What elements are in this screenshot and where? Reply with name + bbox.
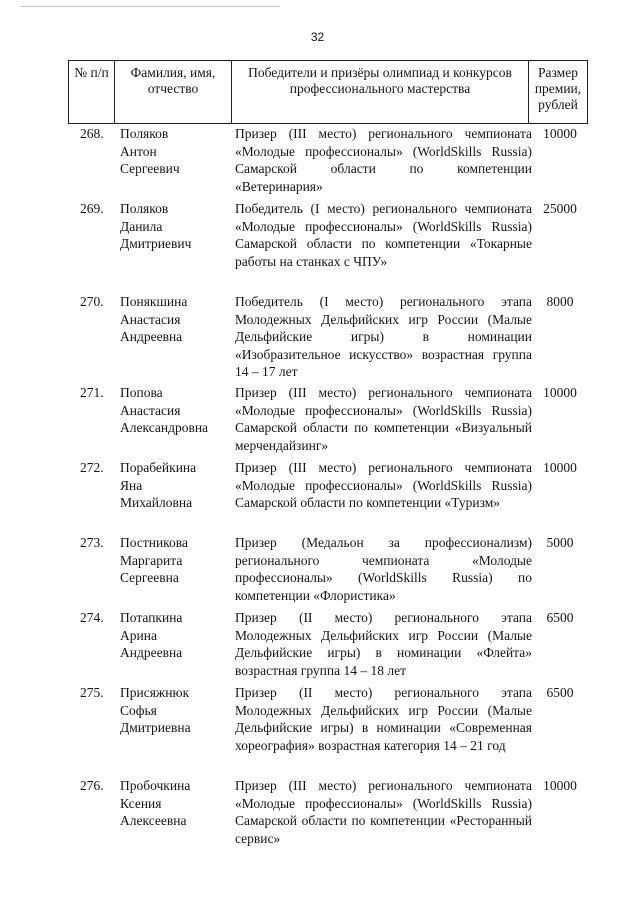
- row-first-name: Анастасия: [120, 402, 181, 418]
- row-description: Призер (III место) регионального чемпионата «Молодые профессионалы» (WorldSkills Russia) Самарской области по компетенции «Туризм»: [235, 460, 532, 510]
- row-description: Призер (III место) регионального чемпионата «Молодые профессионалы» (WorldSkills Russia) Самарской области по компетенции «Визуальный мерчендайзинг»: [235, 385, 532, 453]
- row-num: 276.: [80, 778, 104, 793]
- row-amount: 10000: [543, 126, 577, 141]
- row-first-name: Антон: [120, 143, 157, 159]
- row-num: 270.: [80, 294, 104, 309]
- header-num: № п/п: [69, 61, 115, 123]
- table-row: [68, 684, 588, 754]
- row-fullname: [114, 293, 235, 381]
- row-first-name: Ксения: [120, 795, 162, 811]
- row-num: 271.: [80, 385, 104, 400]
- row-surname: Потапкина: [120, 610, 183, 625]
- row-fullname: [114, 384, 235, 454]
- table-row: [68, 609, 588, 679]
- header-description: Победители и призёры олимпиад и конкурсов профессионального мастерства: [232, 61, 529, 123]
- header-name: Фамилия, имя, отчество: [115, 61, 232, 123]
- row-surname: Присяжнюк: [120, 685, 190, 700]
- row-surname: Пробочкина: [120, 778, 191, 793]
- row-patronymic: Дмитриевич: [120, 236, 192, 251]
- row-description: Призер (II место) регионального этапа Молодежных Дельфийских игр России (Малые Дельфийские игры) в номинации «Флейта» возрастная группа 14 – 18 лет: [235, 610, 532, 678]
- row-amount: 5000: [546, 535, 574, 550]
- row-surname: Постникова: [120, 535, 188, 550]
- row-patronymic: Андреевна: [120, 645, 183, 660]
- row-description: Призер (III место) регионального чемпионата «Молодые профессионалы» (WorldSkills Russia) Самарской области по компетенции «Ресторанный сервис»: [235, 778, 532, 846]
- row-patronymic: Алексеевна: [120, 813, 187, 828]
- row-patronymic: Андреевна: [120, 329, 183, 344]
- row-description: Победитель (I место) регионального этапа Молодежных Дельфийских игр России (Малые Дельфийские игры) в номинации «Изобразительное искусство» возрастная группа 14 – 17 лет: [235, 294, 532, 379]
- top-rule: [20, 6, 280, 7]
- row-description: Призер (II место) регионального этапа Молодежных Дельфийских игр России (Малые Дельфийские игры) в номинации «Современная хореография» возрастная категория 14 – 21 год: [235, 685, 532, 753]
- header-amount: Размер премии, рублей: [534, 65, 582, 112]
- row-fullname: [114, 777, 235, 847]
- page-number: 32: [310, 30, 325, 44]
- row-description: Призер (III место) регионального чемпионата «Молодые профессионалы» (WorldSkills Russia) Самарской области по компетенции «Ветеринария»: [235, 126, 532, 194]
- row-num: 274.: [80, 610, 104, 625]
- row-num: 269.: [80, 201, 104, 216]
- row-fullname: [114, 684, 235, 754]
- row-surname: Поляков: [120, 126, 169, 141]
- row-patronymic: Александровна: [120, 420, 209, 435]
- table-row: [68, 200, 588, 270]
- row-fullname: [114, 534, 235, 604]
- table-header: [68, 60, 588, 124]
- table-row: [68, 125, 588, 195]
- row-first-name: Анастасия: [120, 311, 181, 327]
- row-first-name: Маргарита: [120, 552, 183, 568]
- row-description: Победитель (I место) регионального чемпионата «Молодые профессионалы» (WorldSkills Russia) Самарской области по компетенции «Токарные работы на станках с ЧПУ»: [235, 201, 532, 269]
- row-fullname: [114, 609, 235, 679]
- row-surname: Поляков: [120, 201, 169, 216]
- table-row: [68, 384, 588, 454]
- row-fullname: [114, 125, 235, 195]
- row-surname: Попова: [120, 385, 163, 400]
- row-num: 268.: [80, 126, 104, 141]
- row-first-name: Данила: [120, 218, 163, 234]
- row-description: Призер (Медальон за профессионализм) регионального чемпионата «Молодые профессионалы» (WorldSkills Russia) по компетенции «Флористика»: [235, 535, 532, 603]
- row-fullname: [114, 200, 235, 270]
- row-patronymic: Михайловна: [120, 495, 193, 510]
- row-first-name: Арина: [120, 627, 157, 643]
- table-row: [68, 293, 588, 381]
- row-patronymic: Сергеевич: [120, 161, 180, 176]
- row-amount: 25000: [543, 201, 577, 216]
- row-patronymic: Дмитриевна: [120, 720, 191, 735]
- table-row: [68, 534, 588, 604]
- row-amount: 10000: [543, 385, 577, 400]
- row-num: 273.: [80, 535, 104, 550]
- row-amount: 10000: [543, 778, 577, 793]
- row-num: 272.: [80, 460, 104, 475]
- row-amount: 6500: [546, 610, 574, 625]
- row-surname: Понякшина: [120, 294, 188, 309]
- row-patronymic: Сергеевна: [120, 570, 179, 585]
- row-amount: 8000: [546, 294, 574, 309]
- row-num: 275.: [80, 685, 104, 700]
- row-first-name: Яна: [120, 477, 143, 493]
- row-surname: Порабейкина: [120, 460, 197, 475]
- row-amount: 10000: [543, 460, 577, 475]
- row-fullname: [114, 459, 235, 512]
- row-amount: 6500: [546, 685, 574, 700]
- table-row: [68, 777, 588, 847]
- table-row: [68, 459, 588, 512]
- row-first-name: Софья: [120, 702, 157, 718]
